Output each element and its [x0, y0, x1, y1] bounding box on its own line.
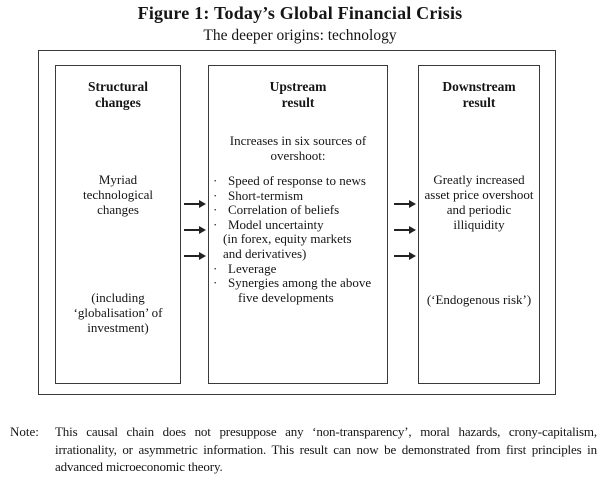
right-arrow-icon: [394, 252, 416, 260]
figure-subtitle: The deeper origins: technology: [203, 27, 397, 44]
figure-title: Figure 1: Today’s Global Financial Crisis: [137, 3, 463, 23]
bullet-icon: ·: [213, 187, 218, 203]
structural-body-myriad: Myriad technological changes: [82, 172, 154, 217]
bullet-icon: ·: [213, 173, 218, 188]
list-item-continuation: and derivatives): [223, 245, 307, 261]
list-item: · Speed of response to news: [213, 173, 366, 188]
box-downstream-result: [418, 65, 540, 384]
right-arrow-icon: [184, 226, 206, 234]
structural-body-globalisation: (including ‘globalisation’ of investment): [73, 290, 163, 335]
right-arrow-icon: [394, 200, 416, 208]
upstream-result-header-text: Upstream result: [269, 79, 327, 110]
list-item: · Synergies among the above: [213, 275, 372, 291]
right-arrow-icon: [394, 226, 416, 234]
list-item-continuation: five developments: [238, 289, 334, 305]
right-arrow-icon: [184, 252, 206, 260]
downstream-body-overshoot: Greatly increased asset price overshoot and periodic illiquidity: [424, 172, 534, 232]
note-label: Note:: [10, 424, 39, 439]
structural-changes-header-text: Structural changes: [88, 79, 148, 110]
list-item: · Model uncertainty: [213, 216, 324, 232]
upstream-result-header: [209, 79, 387, 111]
list-item: · Correlation of beliefs: [213, 202, 340, 218]
right-arrow-icon: [184, 200, 206, 208]
bullet-icon: ·: [213, 202, 218, 218]
bullet-icon: ·: [213, 260, 218, 276]
downstream-body-endogenous-risk: (‘Endogenous risk’): [426, 292, 532, 307]
structural-changes-header: [56, 79, 180, 111]
note-text: This causal chain does not presuppose any ‘non-transparency’, moral hazards, crony-capitalism, irrationality, or asymmetric information. This result can now be demonstrated from first principles in advanced microeconomic theory.: [55, 424, 597, 474]
figure-note: [10, 423, 597, 476]
list-item: · Leverage: [213, 260, 277, 276]
upstream-intro: Increases in six sources of overshoot:: [229, 133, 367, 163]
downstream-result-header-text: Downstream result: [442, 79, 516, 110]
upstream-overshoot-list: [211, 174, 385, 305]
bullet-icon: ·: [213, 216, 218, 232]
list-item: · Short-termism: [213, 187, 304, 203]
box-upstream-result: [208, 65, 388, 384]
downstream-result-header: [419, 79, 539, 111]
box-structural-changes: [55, 65, 181, 384]
bullet-icon: ·: [213, 275, 218, 291]
list-item-continuation: (in forex, equity markets: [223, 231, 352, 247]
